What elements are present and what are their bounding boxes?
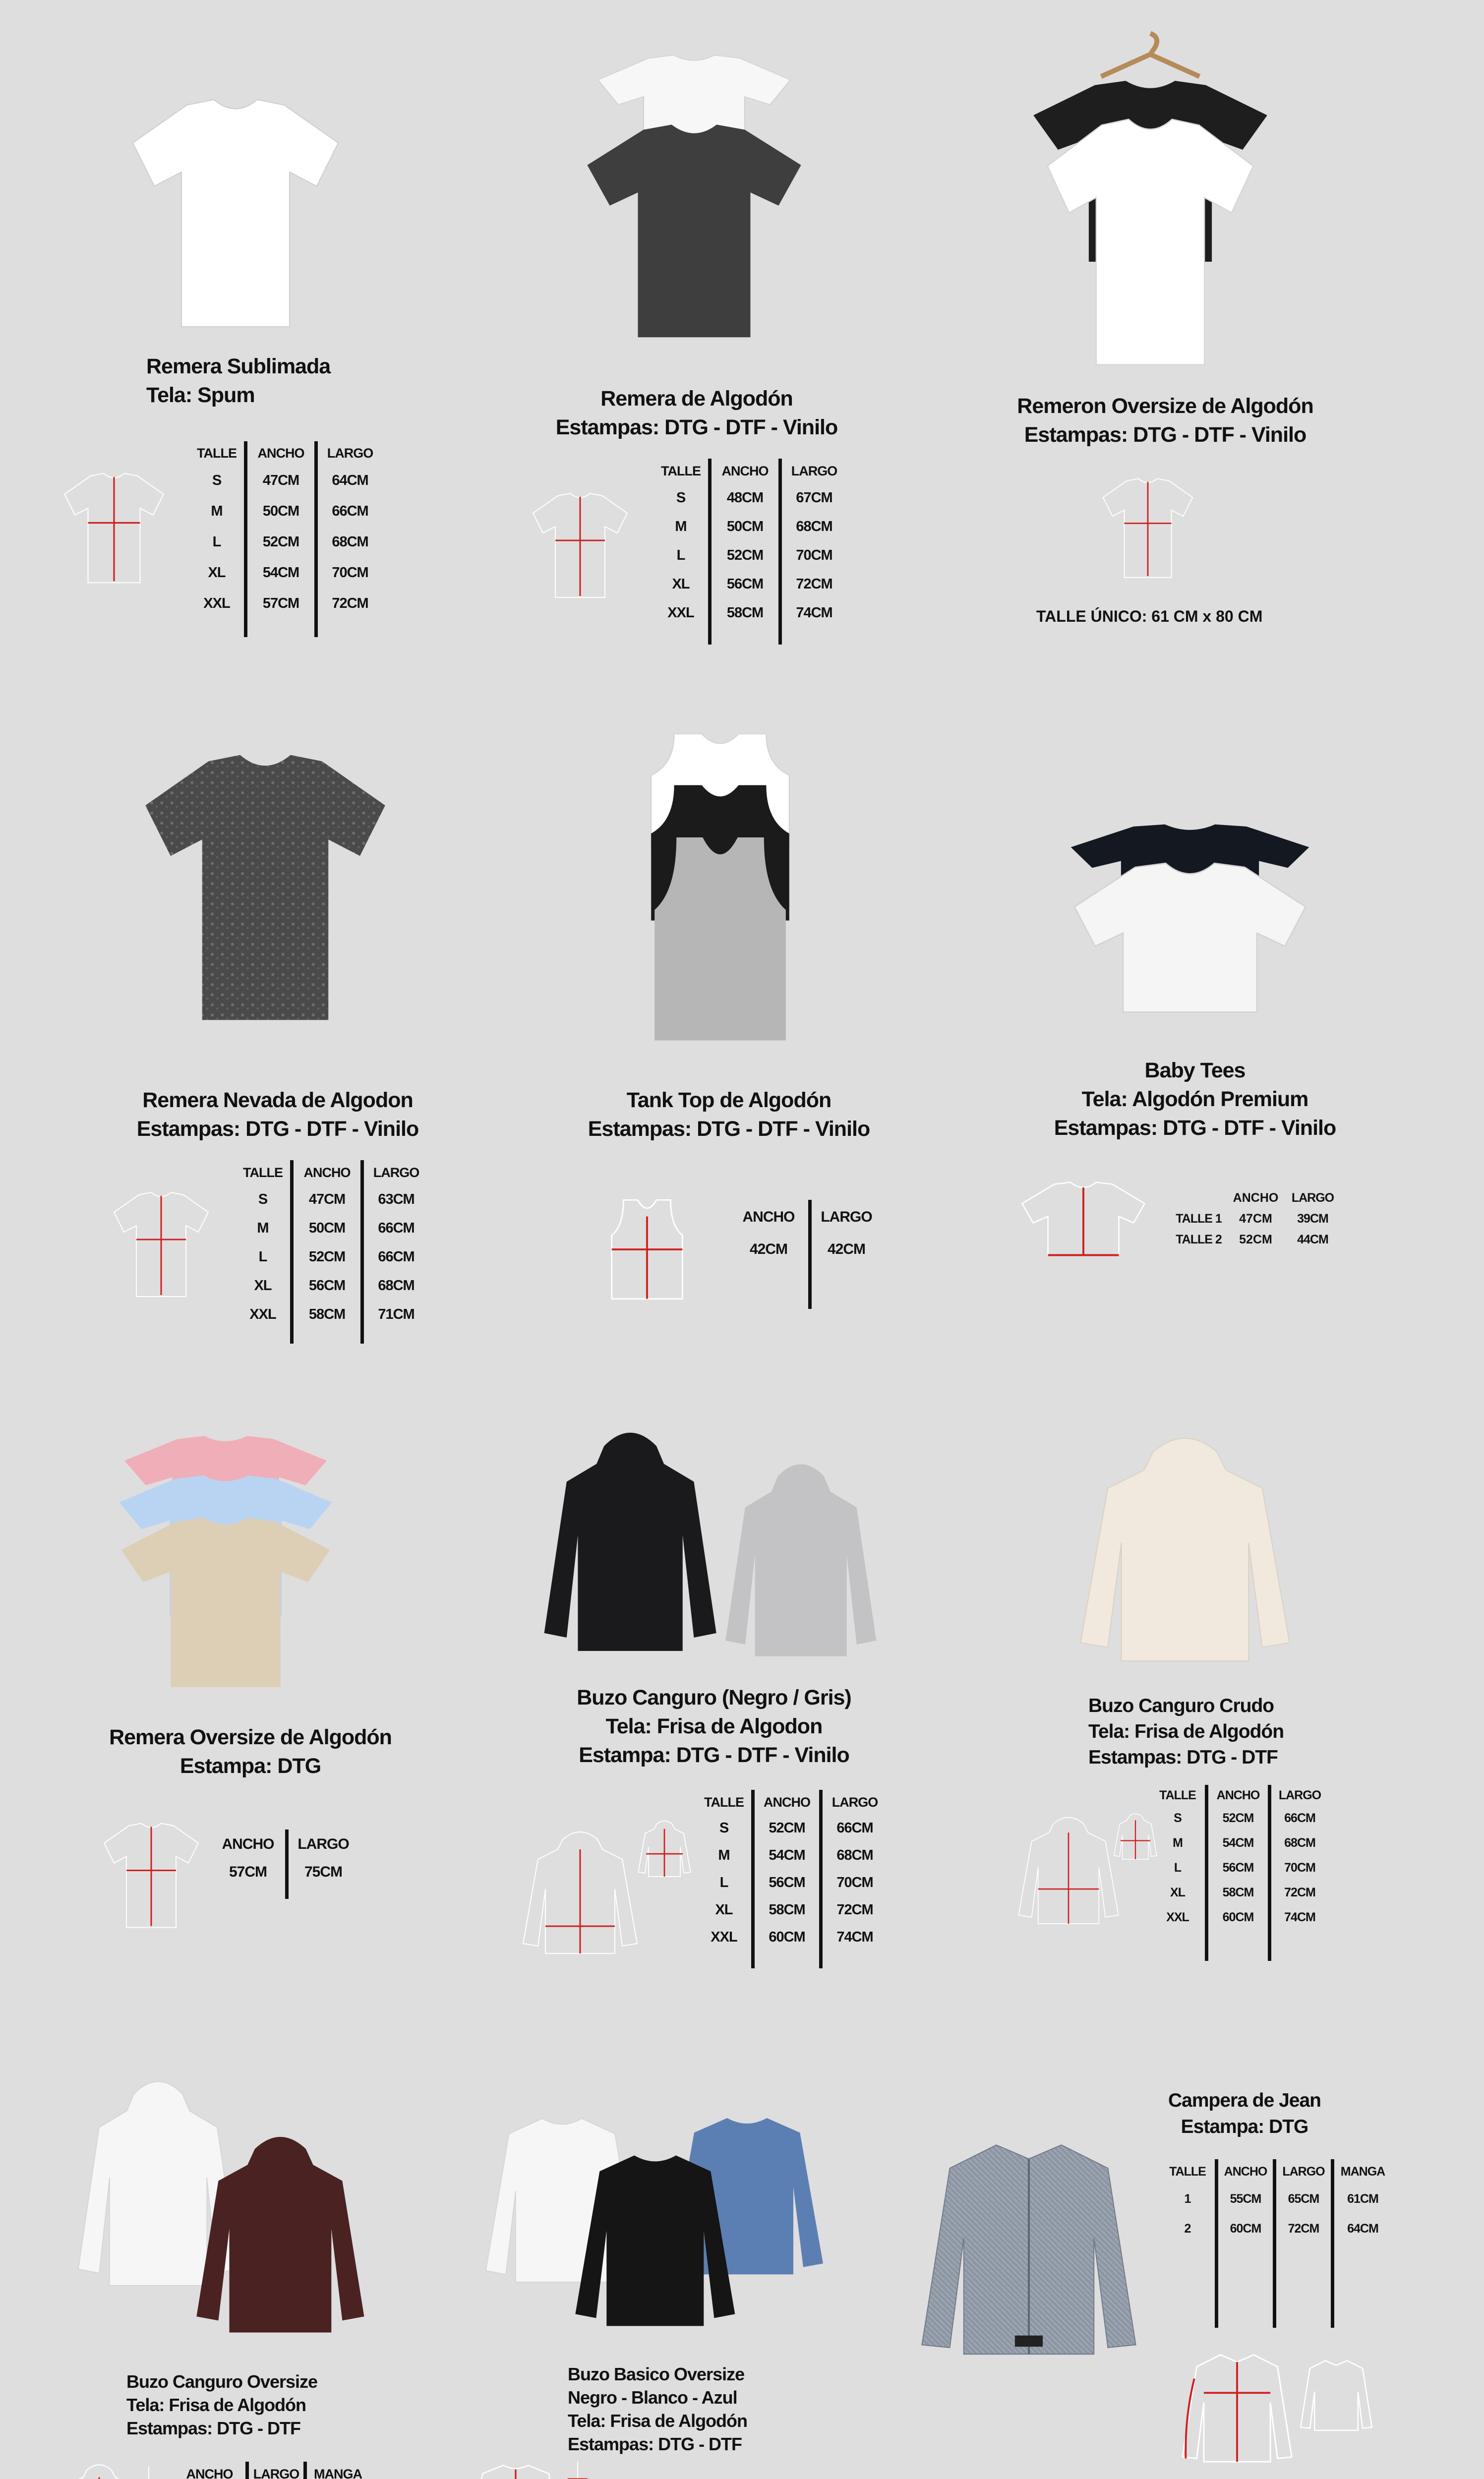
cell: M (1173, 1836, 1183, 1850)
cell: 66CM (836, 1820, 873, 1836)
product-fabric: Tela: Algodón Premium (1081, 1087, 1308, 1111)
product-title-remera-nevada (89, 1086, 466, 1143)
product-name: Buzo Canguro Crudo (1088, 1695, 1274, 1716)
header-talle: TALLE (704, 1795, 744, 1810)
cell: 57CM (229, 1864, 267, 1880)
cell: 64CM (1347, 2222, 1378, 2236)
cell: M (675, 519, 687, 534)
header-talle: TALLE (661, 464, 701, 478)
cell: 74CM (1284, 1910, 1315, 1924)
size-table-buzo-canguro-oversize (174, 2462, 369, 2479)
cell: 72CM (836, 1902, 873, 1918)
header-manga: MANGA (314, 2467, 362, 2479)
product-name: Buzo Basico Oversize (568, 2364, 745, 2384)
product-title-buzo-canguro-crudo (1088, 1693, 1284, 1771)
measurement-diagram-hoodie (1016, 1805, 1121, 1939)
product-name: Baby Tees (1144, 1059, 1246, 1082)
product-title-buzo-canguro-oversize (126, 2370, 317, 2440)
cell: XXL (711, 1929, 737, 1945)
cell: 70CM (332, 565, 368, 581)
cell: 71CM (378, 1306, 415, 1322)
cell: 66CM (332, 503, 368, 519)
header-largo: LARGO (821, 1209, 872, 1225)
product-prints: Estampa: DTG (179, 1754, 321, 1778)
cell: 56CM (1222, 1861, 1254, 1875)
cell: 55CM (1230, 2192, 1261, 2206)
cell: XL (254, 1278, 272, 1294)
cell: 52CM (726, 547, 764, 563)
cell: 60CM (769, 1929, 805, 1945)
header-largo: LARGO (297, 1836, 349, 1852)
cell: 54CM (769, 1847, 805, 1863)
measurement-diagram-jacket-back (1299, 2348, 1373, 2442)
product-image-remeron-oversize (1026, 27, 1274, 372)
cell: 39CM (1297, 1212, 1328, 1226)
product-prints: Estampa: DTG (1181, 2116, 1308, 2137)
size-table-campera-jean (1160, 2159, 1391, 2328)
header-ancho: ANCHO (1216, 1788, 1260, 1802)
cell: 66CM (1284, 1811, 1315, 1825)
header-talle: TALLE (1159, 1788, 1196, 1802)
product-name: Remera Sublimada (146, 354, 331, 378)
size-table-buzo-canguro (697, 1790, 887, 1968)
header-talle: TALLE (197, 446, 237, 461)
product-image-baby-tees (1061, 823, 1319, 1036)
cell: 70CM (796, 547, 832, 563)
product-prints: Estampas: DTG - DTF - Vinilo (1024, 423, 1306, 447)
cell: 54CM (1222, 1836, 1254, 1850)
product-prints: Estampas: DTG - DTF (126, 2418, 301, 2438)
product-name: Remera de Algodón (600, 387, 793, 411)
size-table-tank-top (729, 1200, 881, 1309)
measurement-diagram-sweat (466, 2457, 565, 2479)
product-name: Buzo Canguro (Negro / Gris) (577, 1686, 851, 1710)
cell: S (212, 472, 222, 488)
size-table-remera-algodon (653, 459, 846, 645)
cell: 61CM (1347, 2192, 1378, 2206)
measurement-diagram-crop (1019, 1180, 1148, 1259)
cell: 66CM (378, 1220, 415, 1236)
cell: 70CM (1284, 1861, 1315, 1875)
cell: XL (672, 576, 690, 592)
header-ancho: ANCHO (721, 464, 769, 478)
cell: S (676, 490, 686, 506)
product-fabric: Tela: Frisa de Algodón (568, 2411, 748, 2431)
cell: 58CM (769, 1902, 805, 1918)
product-prints: Estampas: DTG - DTF - Vinilo (136, 1117, 419, 1141)
cell: L (719, 1875, 728, 1890)
header-talle: TALLE (1169, 2165, 1206, 2179)
measurement-diagram-tee (1101, 464, 1195, 592)
measurement-diagram-tee (102, 1810, 201, 1941)
cell: 72CM (1284, 1886, 1315, 1899)
cell: 48CM (726, 490, 764, 506)
size-note-talle-unico: TALLE ÚNICO: 61 CM x 80 CM (1036, 607, 1263, 625)
cell: 72CM (1288, 2222, 1319, 2236)
product-title-baby-tees (997, 1056, 1393, 1142)
cell: L (212, 534, 221, 550)
header-ancho: ANCHO (303, 1165, 351, 1180)
cell: 57CM (262, 595, 299, 611)
cell: 47CM (1239, 1212, 1272, 1226)
cell: 68CM (1284, 1836, 1315, 1850)
cell: 54CM (262, 565, 299, 581)
measurement-diagram-tank (600, 1185, 694, 1314)
cell: 58CM (308, 1306, 346, 1322)
cell: 70CM (836, 1875, 873, 1890)
cell: 68CM (332, 534, 368, 550)
cell: 44CM (1297, 1233, 1328, 1246)
cell: 50CM (726, 519, 764, 534)
cell: 74CM (836, 1929, 873, 1945)
product-prints: Estampa: DTG - DTF - Vinilo (579, 1743, 849, 1767)
header-ancho: ANCHO (1224, 2165, 1267, 2179)
cell: XXL (1166, 1910, 1189, 1924)
measurement-diagram-tee (531, 478, 630, 612)
measurement-diagram-sleeve (134, 2467, 164, 2479)
cell: 42CM (827, 1241, 866, 1257)
product-prints: Estampas: DTG - DTF - Vinilo (588, 1117, 870, 1141)
cell: 52CM (262, 534, 299, 550)
cell: XL (715, 1902, 733, 1918)
header-ancho: ANCHO (1233, 1191, 1279, 1205)
product-fabric: Tela: Frisa de Algodón (126, 2395, 306, 2415)
size-table-remera-nevada (236, 1160, 428, 1344)
cell: 50CM (308, 1220, 346, 1236)
product-name: Campera de Jean (1168, 2090, 1321, 2111)
size-table-remera-sublimada (189, 441, 382, 637)
cell: 74CM (796, 605, 832, 621)
product-title-remeron-oversize (967, 392, 1364, 449)
header-ancho: ANCHO (742, 1209, 795, 1225)
product-fabric: Tela: Spum (146, 383, 255, 407)
cell: L (676, 547, 685, 563)
cell: 67CM (796, 490, 832, 506)
product-fabric: Tela: Frisa de Algodon (605, 1714, 823, 1738)
product-name: Buzo Canguro Oversize (126, 2371, 318, 2392)
cell: M (211, 503, 223, 519)
cell: XXL (249, 1306, 276, 1322)
cell: 52CM (1222, 1811, 1254, 1825)
cell: S (1174, 1811, 1182, 1825)
cell: 52CM (308, 1249, 346, 1265)
header-largo: LARGO (253, 2467, 299, 2479)
cell: 47CM (262, 472, 299, 488)
cell: 2 (1184, 2222, 1191, 2236)
cell: S (258, 1191, 268, 1207)
measurement-diagram-hoodie (57, 2457, 141, 2479)
product-name: Remera Nevada de Algodon (142, 1088, 413, 1112)
cell: 64CM (332, 472, 368, 488)
header-largo: LARGO (327, 446, 373, 461)
cell: 72CM (796, 576, 832, 592)
header-largo: LARGO (1278, 1788, 1321, 1802)
product-name: Remeron Oversize de Algodón (1017, 394, 1313, 418)
measurement-diagram-tee (62, 456, 166, 600)
header-largo: LARGO (373, 1165, 419, 1180)
product-image-buzo-canguro (540, 1428, 883, 1671)
product-name: Tank Top de Algodón (626, 1088, 831, 1112)
header-ancho: ANCHO (186, 2467, 233, 2479)
cell: XL (208, 565, 226, 581)
cell: 75CM (304, 1864, 343, 1880)
cell: 58CM (726, 605, 764, 621)
cell: XXL (203, 595, 230, 611)
cell: 60CM (1230, 2222, 1261, 2236)
product-prints: Estampas: DTG - DTF - Vinilo (1054, 1116, 1336, 1140)
cell: 65CM (1288, 2192, 1319, 2206)
cell: 58CM (1222, 1886, 1254, 1899)
cell: 50CM (262, 503, 299, 519)
product-fabric: Tela: Frisa de Algodón (1088, 1721, 1284, 1742)
cell: 47CM (308, 1191, 346, 1207)
header-ancho: ANCHO (222, 1836, 274, 1852)
product-image-buzo-canguro-oversize (74, 2077, 367, 2355)
product-title-buzo-canguro (516, 1683, 912, 1770)
product-image-buzo-canguro-crudo (1076, 1428, 1294, 1676)
size-table-remera-oversize (211, 1830, 358, 1899)
cell: 56CM (308, 1278, 346, 1294)
cell: XL (1170, 1886, 1185, 1899)
product-name: Remera Oversize de Algodón (109, 1725, 392, 1749)
cell: 68CM (836, 1847, 873, 1863)
cell: 60CM (1222, 1910, 1254, 1924)
header-largo: LARGO (831, 1795, 878, 1810)
cell: TALLE 1 (1176, 1212, 1222, 1226)
cell: M (718, 1847, 730, 1863)
header-ancho: ANCHO (257, 446, 304, 461)
cell: TALLE 2 (1176, 1233, 1222, 1246)
product-title-tank-top (540, 1086, 917, 1143)
measurement-diagram-sleeve (563, 2462, 593, 2479)
cell: M (257, 1220, 269, 1236)
product-prints: Estampas: DTG - DTF (1088, 1747, 1278, 1768)
product-colors: Negro - Blanco - Azul (568, 2387, 737, 2408)
cell: L (258, 1249, 267, 1265)
cell: 66CM (378, 1249, 415, 1265)
header-largo: LARGO (1291, 1191, 1334, 1205)
product-title-campera-jean (1155, 2087, 1334, 2140)
product-prints: Estampas: DTG - DTF - Vinilo (555, 415, 838, 439)
header-largo: LARGO (1282, 2165, 1325, 2179)
cell: 72CM (332, 595, 368, 611)
measurement-diagram-hoodie-sleeve (637, 1817, 692, 1882)
product-prints: Estampas: DTG - DTF (568, 2434, 742, 2454)
cell: 56CM (726, 576, 764, 592)
header-ancho: ANCHO (764, 1795, 810, 1810)
product-title-remera-oversize (64, 1723, 436, 1780)
measurement-diagram-tee (112, 1178, 211, 1311)
cell: L (1174, 1861, 1182, 1875)
cell: 56CM (769, 1875, 805, 1890)
cell: 63CM (378, 1191, 415, 1207)
product-image-remera-algodon (578, 52, 811, 345)
product-image-buzo-basico-oversize (481, 2107, 828, 2345)
cell: S (719, 1820, 729, 1836)
product-image-remera-oversize (109, 1433, 342, 1691)
product-title-remera-sublimada (146, 352, 330, 410)
measurement-diagram-hoodie (521, 1817, 640, 1971)
cell: 42CM (749, 1241, 788, 1257)
product-image-remera-nevada (102, 749, 429, 1026)
size-table-baby-tees (1170, 1187, 1341, 1257)
measurement-diagram-jacket (1180, 2348, 1294, 2467)
product-image-tank-top (627, 731, 813, 1054)
product-image-remera-sublimada (92, 94, 379, 332)
cell: 1 (1184, 2192, 1191, 2206)
cell: 68CM (378, 1278, 415, 1294)
header-largo: LARGO (791, 464, 837, 478)
header-talle: TALLE (243, 1165, 283, 1180)
product-title-remera-algodon (516, 384, 878, 442)
product-title-buzo-basico-oversize (568, 2362, 747, 2456)
cell: 52CM (1239, 1233, 1272, 1246)
cell: 52CM (769, 1820, 805, 1836)
header-manga: MANGA (1340, 2165, 1385, 2179)
cell: XXL (667, 605, 694, 621)
product-image-campera-jean (917, 2112, 1140, 2382)
cell: 68CM (796, 519, 832, 534)
size-table-buzo-canguro-crudo (1150, 1785, 1328, 1961)
